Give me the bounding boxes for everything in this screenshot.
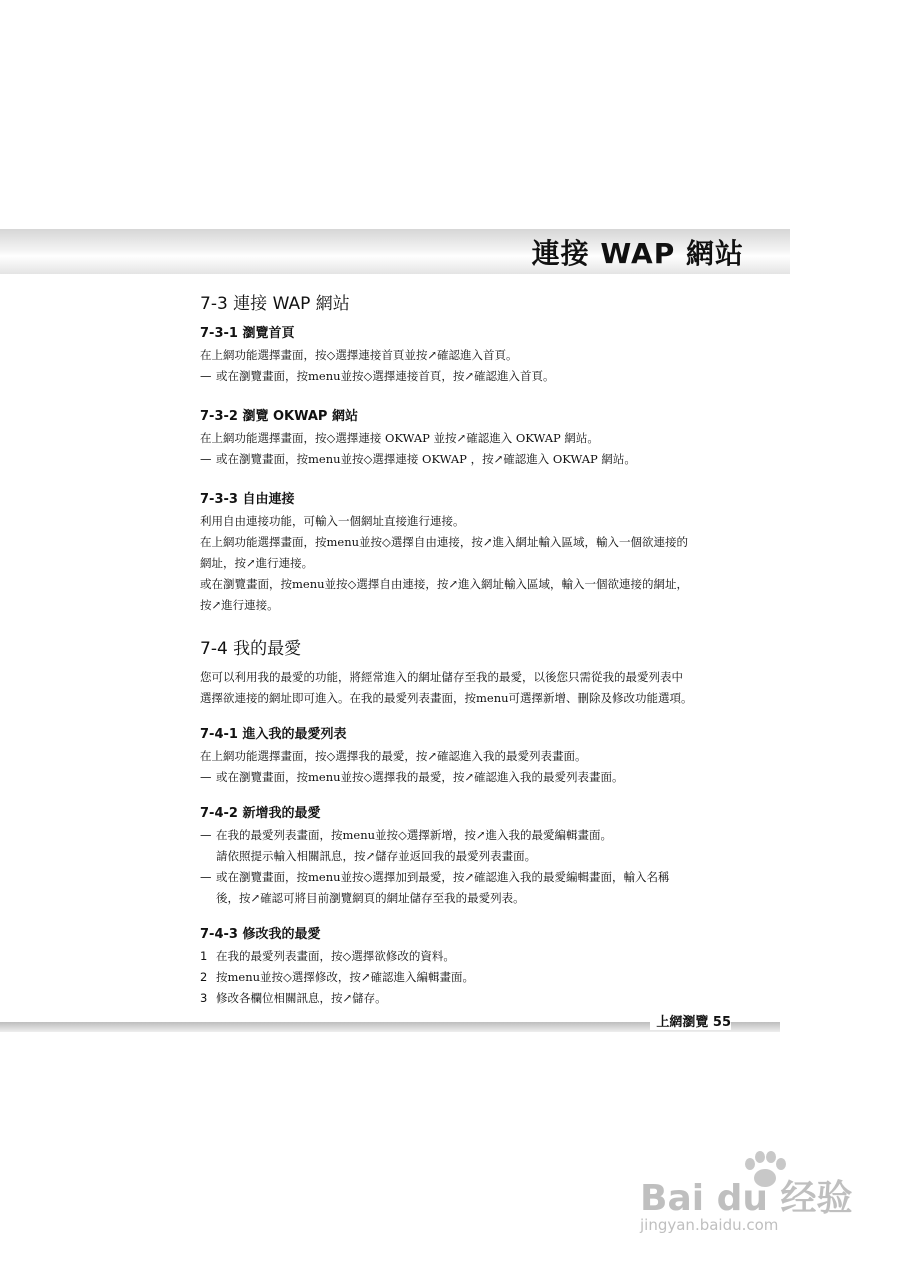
step-text: 在我的最愛列表畫面，按◇選擇欲修改的資料。 bbox=[216, 949, 455, 963]
bullet-text: 或在瀏覽畫面，按menu並按◇選擇連接首頁，按↗確認進入首頁。 bbox=[216, 369, 555, 383]
dash-bullet: — bbox=[200, 770, 212, 784]
paragraph-line: 在上網功能選擇畫面，按◇選擇我的最愛，按↗確認進入我的最愛列表畫面。 bbox=[200, 749, 587, 763]
step-number: 2 bbox=[200, 970, 208, 984]
bullet-line bbox=[200, 767, 740, 788]
numbered-line bbox=[200, 967, 740, 988]
dash-bullet: — bbox=[200, 369, 212, 383]
paragraph-line: 選擇欲連接的網址即可進入。在我的最愛列表畫面，按menu可選擇新增、刪除及修改功能選項。 bbox=[200, 691, 693, 705]
bullet-line bbox=[200, 449, 740, 470]
watermark-url: jingyan.baidu.com bbox=[640, 1216, 779, 1234]
numbered-line bbox=[200, 946, 740, 967]
dash-bullet: — bbox=[200, 452, 212, 466]
dash-bullet: — bbox=[200, 870, 212, 884]
paragraph-line: 在上網功能選擇畫面，按◇選擇連接首頁並按↗確認進入首頁。 bbox=[200, 348, 518, 362]
chapter-title: 連接 WAP 網站 bbox=[531, 237, 744, 270]
paragraph-line: 您可以利用我的最愛的功能，將經常進入的網址儲存至我的最愛，以後您只需從我的最愛列表中 bbox=[200, 670, 683, 684]
section-title-7-3: 7-3 連接 WAP 網站 bbox=[200, 294, 350, 314]
bullet-line bbox=[200, 825, 740, 846]
bullet-text: 或在瀏覽畫面，按menu並按◇選擇加到最愛，按↗確認進入我的最愛編輯畫面，輸入名稱 bbox=[216, 870, 670, 884]
step-text: 修改各欄位相關訊息，按↗儲存。 bbox=[216, 991, 387, 1005]
paragraph-line: 利用自由連接功能，可輸入一個網址直接進行連接。 bbox=[200, 514, 465, 528]
numbered-line bbox=[200, 988, 740, 1009]
step-text: 按menu並按◇選擇修改，按↗確認進入編輯畫面。 bbox=[216, 970, 475, 984]
page-footer: 上網瀏覽 55 bbox=[650, 1011, 731, 1030]
paragraph-line: 請依照提示輸入相關訊息，按↗儲存並返回我的最愛列表畫面。 bbox=[216, 849, 537, 863]
paragraph-line: 或在瀏覽畫面，按menu並按◇選擇自由連接，按↗進入網址輸入區域，輸入一個欲連接的網址， bbox=[200, 577, 688, 591]
paragraph-line: 網址，按↗進行連接。 bbox=[200, 556, 314, 570]
subsection-title-7-4-1: 7-4-1 進入我的最愛列表 bbox=[200, 727, 347, 742]
watermark bbox=[640, 1150, 853, 1240]
paragraph-line: 後，按↗確認可將目前瀏覽網頁的網址儲存至我的最愛列表。 bbox=[216, 891, 525, 905]
subsection-title-7-4-2: 7-4-2 新增我的最愛 bbox=[200, 806, 321, 821]
bullet-text: 或在瀏覽畫面，按menu並按◇選擇連接 OKWAP ，按↗確認進入 OKWAP 網站。 bbox=[216, 452, 636, 466]
bullet-line bbox=[200, 366, 740, 387]
paragraph-line: 在上網功能選擇畫面，按menu並按◇選擇自由連接，按↗進入網址輸入區域，輸入一個欲連接的 bbox=[200, 535, 688, 549]
bullet-text: 在我的最愛列表畫面，按menu並按◇選擇新增，按↗進入我的最愛編輯畫面。 bbox=[216, 828, 612, 842]
subsection-title-7-3-2: 7-3-2 瀏覽 OKWAP 網站 bbox=[200, 409, 358, 424]
subsection-title-7-3-1: 7-3-1 瀏覽首頁 bbox=[200, 326, 295, 341]
bullet-text: 或在瀏覽畫面，按menu並按◇選擇我的最愛，按↗確認進入我的最愛列表畫面。 bbox=[216, 770, 624, 784]
step-number: 1 bbox=[200, 949, 208, 963]
dash-bullet: — bbox=[200, 828, 212, 842]
bullet-line bbox=[200, 867, 740, 888]
step-number: 3 bbox=[200, 991, 208, 1005]
paragraph-line: 在上網功能選擇畫面，按◇選擇連接 OKWAP 並按↗確認進入 OKWAP 網站。 bbox=[200, 431, 599, 445]
subsection-title-7-4-3: 7-4-3 修改我的最愛 bbox=[200, 927, 321, 942]
paragraph-line: 按↗進行連接。 bbox=[200, 598, 279, 612]
section-title-7-4: 7-4 我的最愛 bbox=[200, 639, 302, 659]
page-content bbox=[200, 289, 740, 1009]
watermark-logo: Bai du 经验 bbox=[640, 1178, 853, 1219]
subsection-title-7-3-3: 7-3-3 自由連接 bbox=[200, 492, 295, 507]
